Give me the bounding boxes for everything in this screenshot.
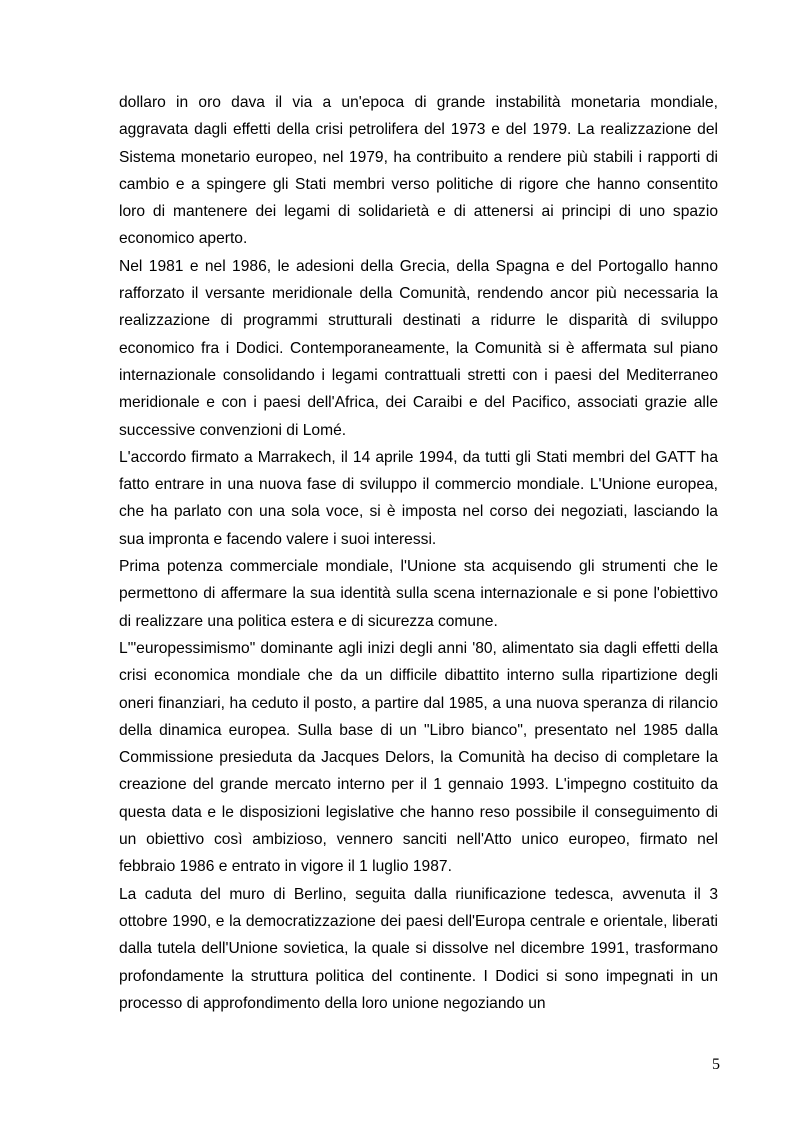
paragraph-commercial-power: Prima potenza commerciale mondiale, l'Unione sta acquisendo gli strumenti che le permettono di affermare la sua identità sulla scena internazionale e si pone l'obiettivo di realizzare una politica estera e di sicurezza comune. xyxy=(119,558,718,630)
paragraph-berlin-wall: La caduta del muro di Berlino, seguita dalla riunificazione tedesca, avvenuta il 3 ottobre 1990, e la democratizzazione dei paesi dell'Europa centrale e orientale, liberati dalla tutela dell'Unione sovietica, la quale si dissolve nel dicembre 1991, trasformano profondamente la struttura politica del continente. I Dodici si sono impegnati in un processo di approfondimento della loro unione negoziando un xyxy=(119,885,718,1012)
body-text xyxy=(119,89,718,1017)
paragraph-marrakech-agreement: L'accordo firmato a Marrakech, il 14 aprile 1994, da tutti gli Stati membri del GATT ha fatto entrare in una nuova fase di sviluppo il commercio mondiale. L'Unione europea, che ha parlato con una sola voce, si è imposta nel corso dei negoziati, lasciando la sua impronta e facendo valere i suoi interessi. xyxy=(119,448,718,548)
paragraph-monetary-instability: dollaro in oro dava il via a un'epoca di grande instabilità monetaria mondiale, aggravata dagli effetti della crisi petrolifera del 1973 e del 1979. La realizzazione del Sistema monetario europeo, nel 1979, ha contribuito a rendere più stabili i rapporti di cambio e a spingere gli Stati membri verso politiche di rigore che hanno consentito loro di mantenere dei legami di solidarietà e di attenersi ai principi di uno spazio economico aperto. xyxy=(119,94,718,248)
page-number: 5 xyxy=(712,1056,720,1073)
paragraph-europessimism: L'"europessimismo" dominante agli inizi degli anni '80, alimentato sia dagli effetti della crisi economica mondiale che da un difficile dibattito interno sulla ripartizione degli oneri finanziari, ha ceduto il posto, a partire dal 1985, a una nuova speranza di rilancio della dinamica europea. Sulla base di un "Libro bianco", presentato nel 1985 dalla Commissione presieduta da Jacques Delors, la Comunità ha deciso di completare la creazione del grande mercato interno per il 1 gennaio 1993. L'impegno costituito da questa data e le disposizioni legislative che hanno reso possibile il conseguimento di un obiettivo così ambizioso, vennero sanciti nell'Atto unico europeo, firmato nel febbraio 1986 e entrato in vigore il 1 luglio 1987. xyxy=(119,639,718,876)
paragraph-enlargement-south: Nel 1981 e nel 1986, le adesioni della Grecia, della Spagna e del Portogallo hanno rafforzato il versante meridionale della Comunità, rendendo ancor più necessaria la realizzazione di programmi strutturali destinati a ridurre le disparità di sviluppo economico fra i Dodici. Contemporaneamente, la Comunità si è affermata sul piano internazionale consolidando i legami contrattuali stretti con i paesi del Mediterraneo meridionale e con i paesi dell'Africa, dei Caraibi e del Pacifico, associati grazie alle successive convenzioni di Lomé. xyxy=(119,257,718,439)
